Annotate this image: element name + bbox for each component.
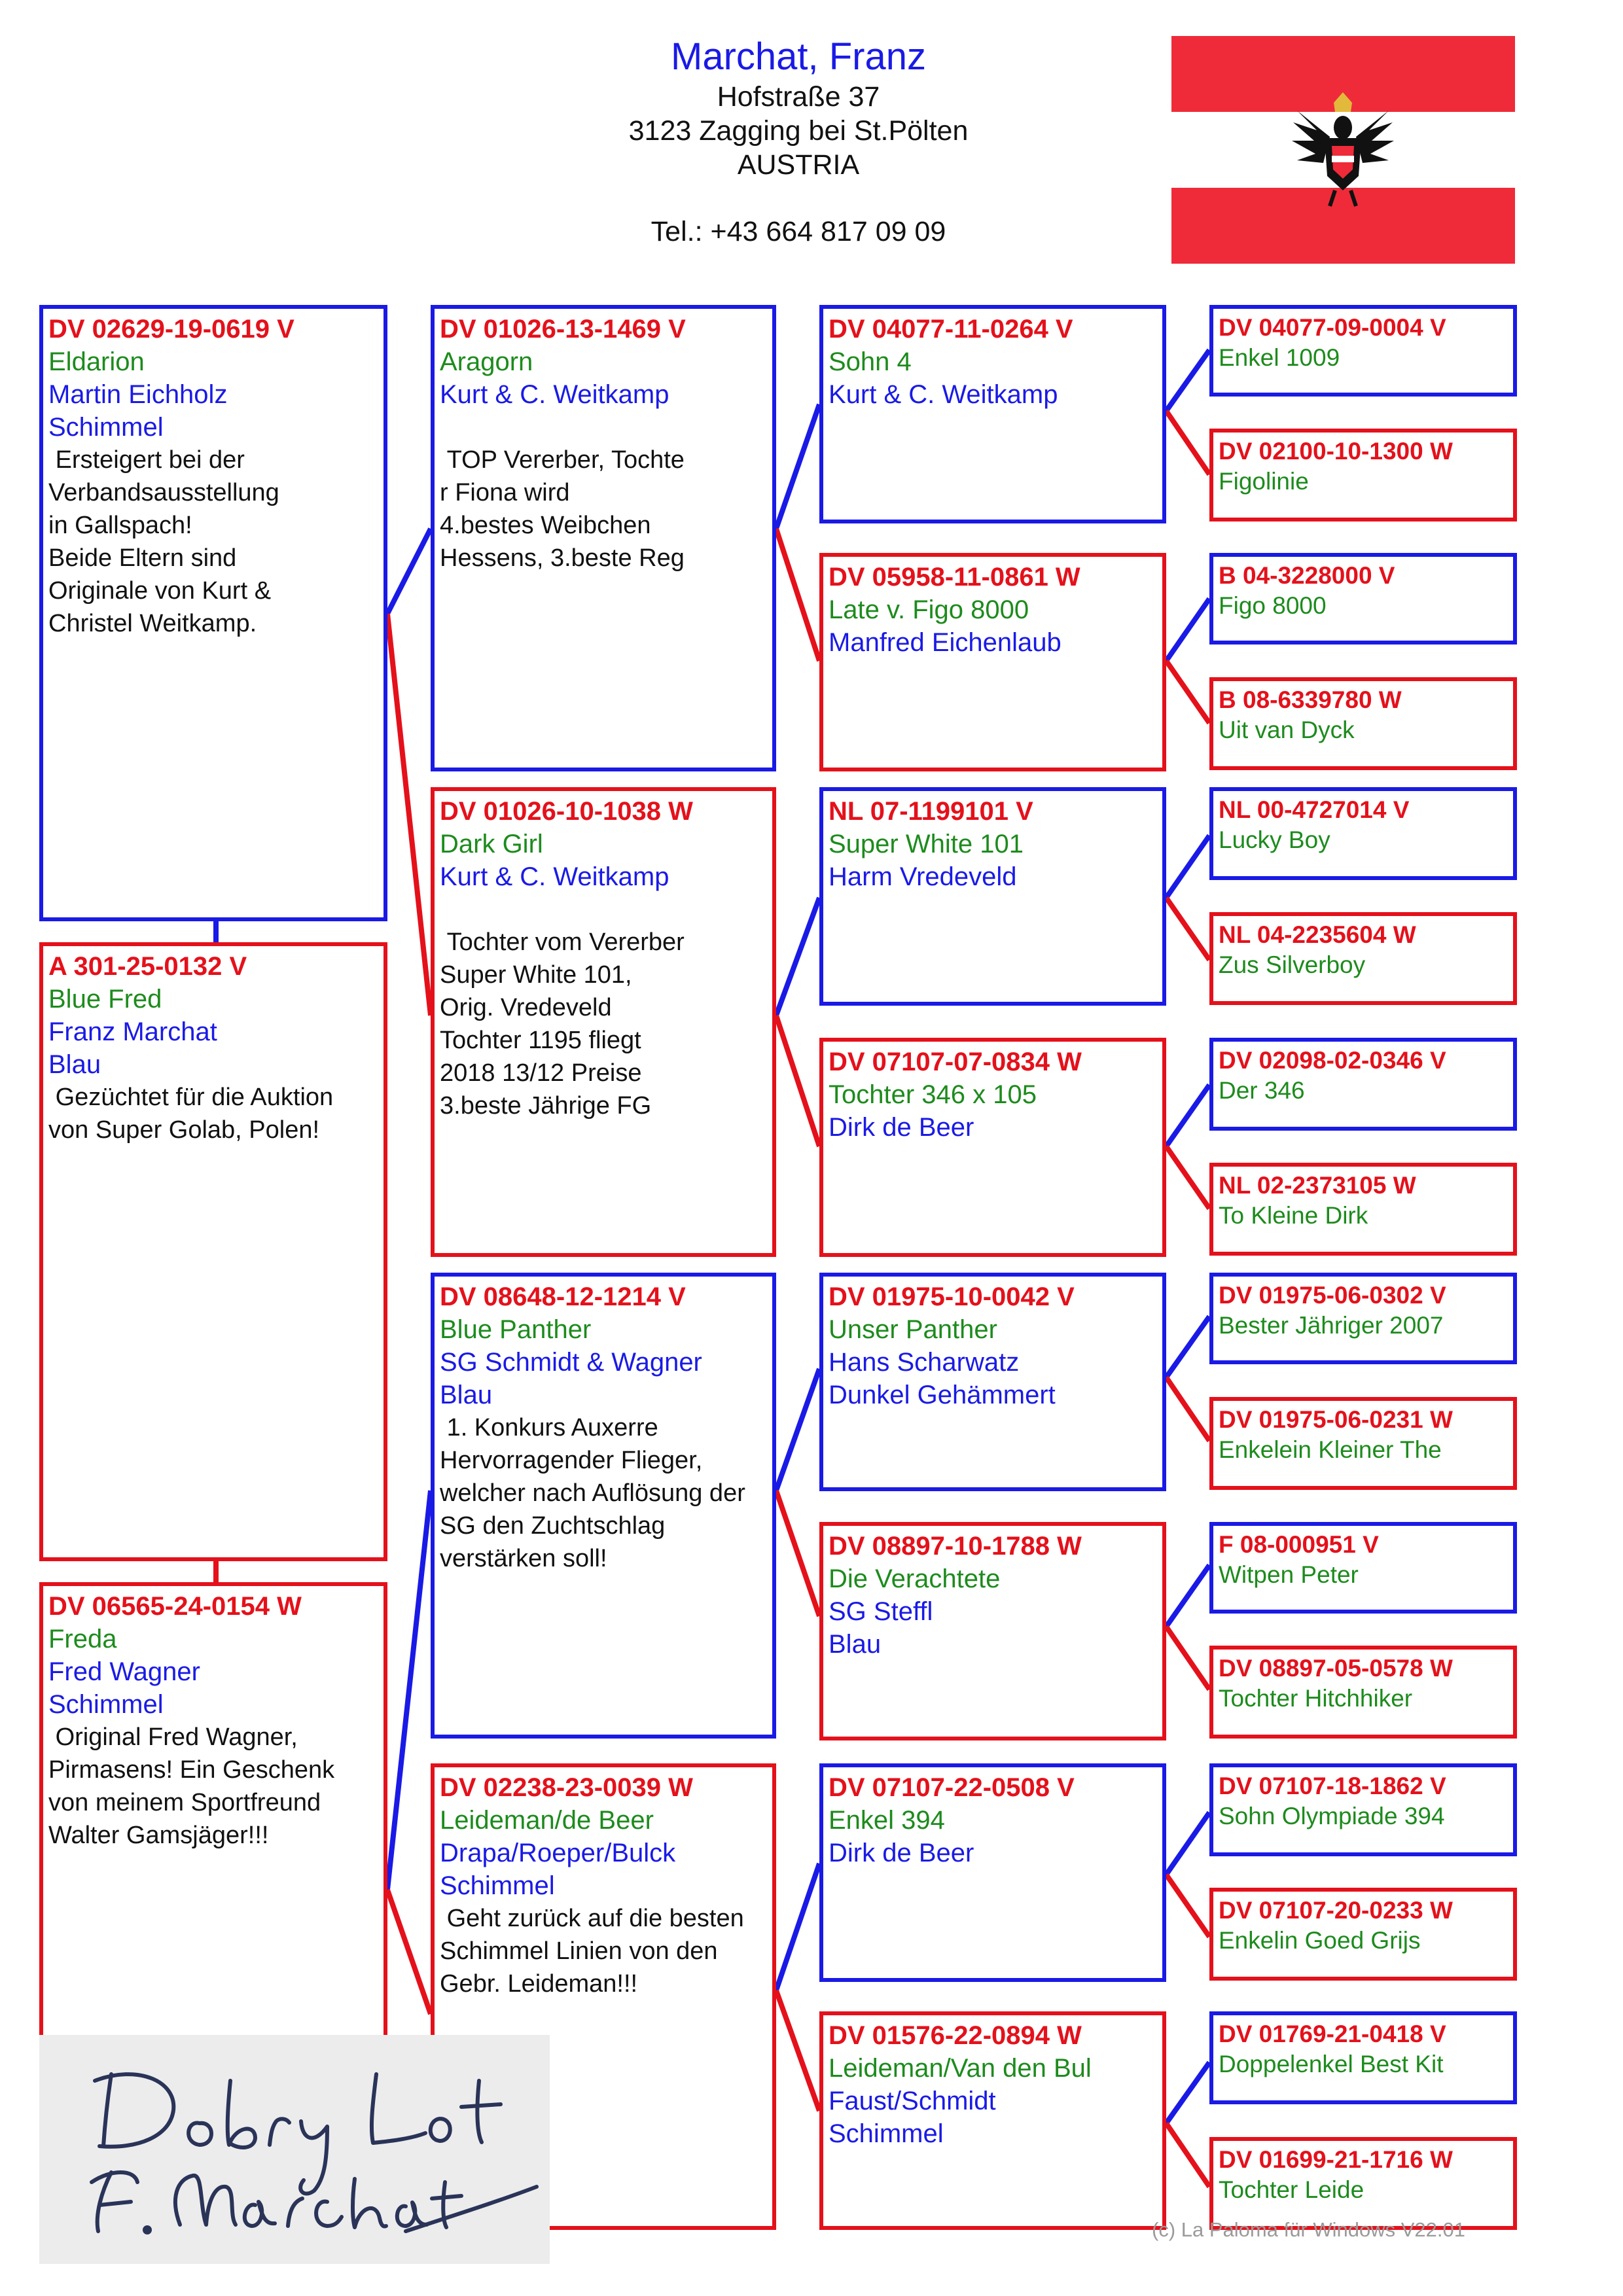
great-grandparent-name: Der 346 — [1219, 1077, 1305, 1104]
great-grandparent-ring: DV 08897-05-0578 W — [1219, 1655, 1453, 1682]
sibling-breeder: Fred Wagner — [48, 1657, 200, 1686]
great-grandparent-ring: DV 07107-20-0233 W — [1219, 1897, 1453, 1924]
dam-breeder: Kurt & C. Weitkamp — [440, 862, 669, 891]
grandparent-name: Sohn 4 — [829, 347, 912, 376]
sire-name: Aragorn — [440, 347, 533, 376]
grandparent-ring: DV 01576-22-0894 W — [829, 2021, 1082, 2050]
great-grandparent-name: Tochter Hitchhiker — [1219, 1685, 1413, 1712]
great-grandparent-card — [1209, 305, 1517, 397]
great-grandparent-ring: DV 01975-06-0302 V — [1219, 1282, 1446, 1309]
great-grandparent-card — [1209, 553, 1517, 645]
great-grandparent-card — [1209, 1038, 1517, 1131]
sire-remark: 1. Konkurs Auxerre Hervorragender Flieger, welcher nach Auflösung der SG den Zuchtschlag verstärken soll! — [440, 1414, 745, 1572]
great-grandparent-card — [1209, 677, 1517, 770]
grandparent-card — [819, 1763, 1166, 1982]
grandparent-breeder: Harm Vredeveld — [829, 862, 1017, 891]
grandparent-ring: DV 07107-22-0508 V — [829, 1773, 1075, 1802]
great-grandparent-name: Enkel 1009 — [1219, 344, 1340, 371]
grandparent-ring: DV 04077-11-0264 V — [829, 315, 1073, 344]
owner-header — [589, 34, 1008, 249]
great-grandparent-ring: DV 01699-21-1716 W — [1219, 2146, 1453, 2173]
great-grandparent-card — [1209, 1888, 1517, 1981]
great-grandparent-card — [1209, 1163, 1517, 1256]
great-grandparent-ring: DV 04077-09-0004 V — [1219, 314, 1446, 341]
sire-color: Blau — [440, 1381, 493, 1409]
great-grandparent-card — [1209, 1397, 1517, 1490]
pigeon-ring: DV 02629-19-0619 V — [48, 315, 294, 344]
sibling-color: Blau — [48, 1050, 101, 1079]
great-grandparent-name: Uit van Dyck — [1219, 716, 1355, 743]
dam-color: Schimmel — [440, 1871, 555, 1900]
grandparent-color: Blau — [829, 1630, 882, 1659]
dam-remark: Tochter vom Vererber Super White 101, Orig. Vredeveld Tochter 1195 fliegt 2018 13/12 Preise 3.beste Jährige FG — [440, 928, 685, 1120]
grandparent-breeder: Dirk de Beer — [829, 1839, 974, 1867]
grandparent-ring: DV 05958-11-0861 W — [829, 563, 1080, 592]
grandparent-name: Die Verachtete — [829, 1564, 1001, 1593]
grandparent-ring: DV 08897-10-1788 W — [829, 1532, 1082, 1561]
sibling-name: Freda — [48, 1625, 117, 1653]
dam-ring: DV 02238-23-0039 W — [440, 1773, 693, 1802]
grandparent-card — [819, 553, 1166, 771]
great-grandparent-ring: DV 01975-06-0231 W — [1219, 1406, 1453, 1433]
sire-breeder: Kurt & C. Weitkamp — [440, 380, 669, 409]
grandparent-name: Leideman/Van den Bul — [829, 2054, 1092, 2083]
grandparent-card — [819, 1038, 1166, 1257]
dam-name: Dark Girl — [440, 830, 543, 858]
sire-remark: TOP Vererber, Tochte r Fiona wird 4.bestes Weibchen Hessens, 3.beste Reg — [440, 446, 685, 572]
grandparent-ring: NL 07-1199101 V — [829, 797, 1033, 826]
austria-flag-eagle-icon — [1171, 36, 1515, 264]
great-grandparent-ring: DV 01769-21-0418 V — [1219, 2021, 1446, 2047]
sibling-name: Blue Fred — [48, 985, 162, 1014]
dam-name: Leideman/de Beer — [440, 1806, 654, 1835]
great-grandparent-ring: DV 02098-02-0346 V — [1219, 1047, 1446, 1074]
sibling-card — [39, 942, 387, 1561]
dam-remark: Geht zurück auf die besten Schimmel Linien von den Gebr. Leideman!!! — [440, 1905, 744, 1998]
great-grandparent-name: Enkelin Goed Grijs — [1219, 1927, 1421, 1954]
great-grandparent-ring: B 08-6339780 W — [1219, 686, 1402, 713]
grandparent-color: Dunkel Gehämmert — [829, 1381, 1056, 1409]
great-grandparent-ring: NL 02-2373105 W — [1219, 1172, 1416, 1199]
sire-name: Blue Panther — [440, 1315, 592, 1344]
owner-country: AUSTRIA — [737, 149, 860, 181]
dam-breeder: Drapa/Roeper/Bulck — [440, 1839, 676, 1867]
grandparent-name: Unser Panther — [829, 1315, 997, 1344]
sibling-color: Schimmel — [48, 1690, 164, 1719]
copyright-footer: (c) La Paloma für Windows V22.01 — [1152, 2218, 1465, 2241]
pigeon-name: Eldarion — [48, 347, 145, 376]
sibling-breeder: Franz Marchat — [48, 1017, 217, 1046]
pigeon-card — [39, 305, 387, 921]
grandparent-card — [819, 1522, 1166, 1740]
grandparent-breeder: Hans Scharwatz — [829, 1348, 1020, 1377]
sire-breeder: SG Schmidt & Wagner — [440, 1348, 702, 1377]
dam-ring: DV 01026-10-1038 W — [440, 797, 693, 826]
great-grandparent-name: Figolinie — [1219, 468, 1309, 495]
handwritten-signature — [39, 2035, 550, 2264]
sibling-remark: Original Fred Wagner, Pirmasens! Ein Geschenk von meinem Sportfreund Walter Gamsjäger!!! — [48, 1723, 335, 1849]
great-grandparent-card — [1209, 2011, 1517, 2104]
great-grandparent-name: Lucky Boy — [1219, 826, 1330, 853]
sire-ring: DV 08648-12-1214 V — [440, 1282, 686, 1311]
owner-name: Marchat, Franz — [671, 35, 926, 78]
great-grandparent-card — [1209, 2137, 1517, 2230]
grandparent-card — [819, 787, 1166, 1006]
great-grandparent-card — [1209, 1763, 1517, 1856]
great-grandparent-name: Zus Silverboy — [1219, 951, 1366, 978]
great-grandparent-ring: NL 00-4727014 V — [1219, 796, 1410, 823]
great-grandparent-ring: DV 02100-10-1300 W — [1219, 438, 1453, 465]
great-grandparent-ring: B 04-3228000 V — [1219, 562, 1395, 589]
great-grandparent-name: Sohn Olympiade 394 — [1219, 1803, 1445, 1829]
great-grandparent-card — [1209, 1273, 1517, 1364]
grandparent-breeder: Faust/Schmidt — [829, 2087, 996, 2115]
great-grandparent-card — [1209, 429, 1517, 521]
grandparent-ring: DV 07107-07-0834 W — [829, 1048, 1082, 1076]
great-grandparent-ring: F 08-000951 V — [1219, 1531, 1379, 1558]
grandparent-name: Enkel 394 — [829, 1806, 945, 1835]
grandparent-name: Late v. Figo 8000 — [829, 595, 1029, 624]
grandparent-card — [819, 1273, 1166, 1491]
grandparent-color: Schimmel — [829, 2119, 944, 2148]
sibling-remark: Gezüchtet für die Auktion von Super Golab, Polen! — [48, 1084, 334, 1144]
grandparent-breeder: Manfred Eichenlaub — [829, 628, 1061, 657]
grandparent-card — [819, 2011, 1166, 2230]
great-grandparent-card — [1209, 1522, 1517, 1614]
pigeon-breeder: Martin Eichholz — [48, 380, 228, 409]
great-grandparent-card — [1209, 1646, 1517, 1739]
pigeon-color: Schimmel — [48, 413, 164, 442]
sire-ring: DV 01026-13-1469 V — [440, 315, 686, 344]
grandparent-breeder: SG Steffl — [829, 1597, 933, 1626]
great-grandparent-name: Enkelein Kleiner The — [1219, 1436, 1442, 1463]
great-grandparent-name: Doppelenkel Best Kit — [1219, 2051, 1444, 2077]
grandparent-name: Tochter 346 x 105 — [829, 1080, 1037, 1109]
great-grandparent-ring: NL 04-2235604 W — [1219, 921, 1416, 948]
dam-card — [431, 787, 776, 1257]
sire-card — [431, 305, 776, 771]
grandparent-ring: DV 01975-10-0042 V — [829, 1282, 1075, 1311]
grandparent-breeder: Kurt & C. Weitkamp — [829, 380, 1058, 409]
great-grandparent-card — [1209, 912, 1517, 1005]
great-grandparent-card — [1209, 787, 1517, 880]
owner-phone: Tel.: +43 664 817 09 09 — [651, 216, 946, 247]
grandparent-card — [819, 305, 1166, 523]
sibling-ring: A 301-25-0132 V — [48, 952, 247, 981]
grandparent-breeder: Dirk de Beer — [829, 1113, 974, 1142]
great-grandparent-name: Figo 8000 — [1219, 592, 1327, 619]
great-grandparent-name: Tochter Leide — [1219, 2176, 1364, 2203]
sire-card — [431, 1273, 776, 1739]
great-grandparent-name: To Kleine Dirk — [1219, 1202, 1368, 1229]
great-grandparent-ring: DV 07107-18-1862 V — [1219, 1773, 1446, 1799]
great-grandparent-name: Bester Jähriger 2007 — [1219, 1312, 1444, 1339]
owner-street: Hofstraße 37 — [717, 81, 880, 113]
great-grandparent-name: Witpen Peter — [1219, 1561, 1359, 1588]
pigeon-remark: Ersteigert bei der Verbandsausstellung in Gallspach! Beide Eltern sind Originale von Kurt & Christel Weitkamp. — [48, 446, 279, 637]
grandparent-name: Super White 101 — [829, 830, 1024, 858]
owner-city: 3123 Zagging bei St.Pölten — [628, 115, 969, 147]
sibling-ring: DV 06565-24-0154 W — [48, 1592, 302, 1621]
